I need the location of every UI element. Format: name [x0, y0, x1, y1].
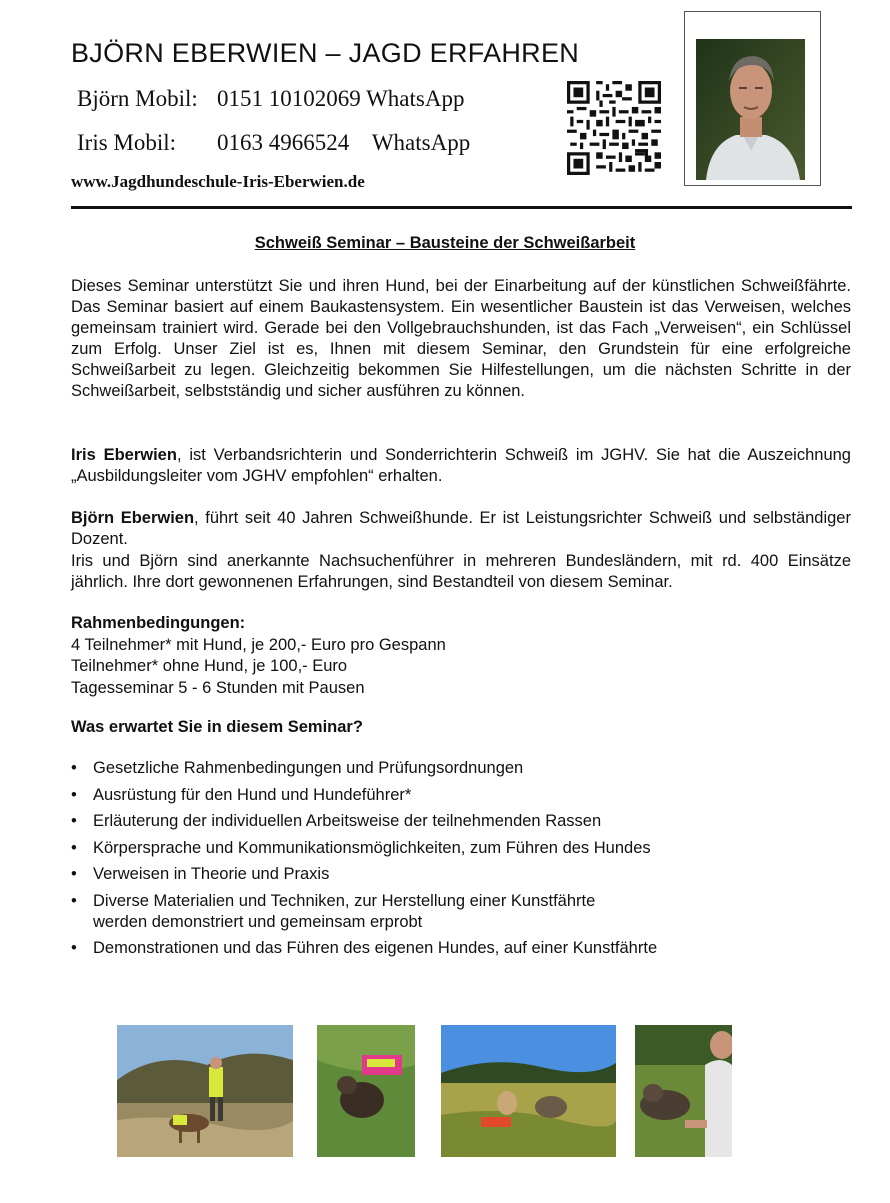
- list-item-text: Erläuterung der individuellen Arbeitsweise der teilnehmenden Rassen: [93, 812, 602, 830]
- list-item-text: Gesetzliche Rahmenbedingungen und Prüfungsordnungen: [93, 759, 524, 777]
- list-item-text: Körpersprache und Kommunikationsmöglichkeiten, zum Führen des Hundes: [93, 838, 651, 857]
- list-item-text: Diverse Materialien und Techniken, zur Herstellung einer Kunstfährte: [93, 891, 596, 910]
- contact-iris: [77, 130, 471, 156]
- bjoern-paragraph: [71, 508, 851, 550]
- list-item: [71, 891, 657, 933]
- qr-code-icon[interactable]: [567, 81, 661, 175]
- bjoern-text: , führt seit 40 Jahren Schweißhunde. Er ist Leistungsrichter Schweiß und selbständiger Dozent.: [71, 509, 851, 548]
- list-item-text: Ausrüstung für den Hund und Hundeführer*: [93, 785, 412, 804]
- condition-line: 4 Teilnehmer* mit Hund, je 200,- Euro pro Gespann: [71, 635, 446, 654]
- intro-paragraph: Dieses Seminar unterstützt Sie und ihren Hund, bei der Einarbeitung auf der künstlichen Schweißfährte. Das Seminar basiert auf einem Baukastensystem. Ein wesentlicher Baustein ist das Verweisen, welches gemeinsam trainiert wird. Gerade bei den Vollgebrauchshunden, ist das Fach „Verweisen“, ein Schlüssel zum Erfolg. Unser Ziel ist es, Ihnen mit diesem Seminar, den Grundstein für eine erfolgreiche Schweißarbeit zu legen. Gleichzeitig bekommen Sie Hilfestellungen, um die nächsten Schritte in der Schweißarbeit, selbstständig und sicher ausführen zu können.: [71, 277, 851, 400]
- condition-line: Tagesseminar 5 - 6 Stunden mit Pausen: [71, 678, 365, 697]
- list-item: [71, 811, 657, 832]
- contact-phone: 0163 4966524 WhatsApp: [217, 130, 471, 155]
- contact-label: Iris Mobil:: [77, 130, 177, 155]
- bullet-icon: •: [71, 785, 77, 804]
- list-item: [71, 864, 657, 885]
- photo-dog-handler-field: [117, 1025, 293, 1157]
- portrait-photo: [696, 39, 805, 180]
- condition-line: Teilnehmer* ohne Hund, je 100,- Euro: [71, 657, 348, 675]
- contact-bjoern: [77, 86, 465, 112]
- iris-paragraph: [71, 445, 851, 487]
- bjoern-name: Björn Eberwien: [71, 509, 195, 527]
- conditions-heading: Rahmenbedingungen:: [71, 614, 246, 632]
- list-item: [71, 938, 657, 959]
- bullet-icon: •: [71, 838, 77, 857]
- bullet-icon: •: [71, 865, 77, 883]
- photo-dogs-meadow: [441, 1025, 616, 1157]
- portrait-frame: [684, 11, 821, 186]
- list-item: [71, 785, 657, 806]
- iris-name: Iris Eberwien: [71, 446, 177, 464]
- photo-handler-dog: [635, 1025, 732, 1157]
- list-item-text: Demonstrationen und das Führen des eigenen Hundes, auf einer Kunstfährte: [93, 939, 658, 957]
- contact-phone: 0151 10102069 WhatsApp: [217, 86, 465, 111]
- bullet-icon: •: [71, 759, 77, 777]
- seminar-title: Schweiß Seminar – Bausteine der Schweißarbeit: [254, 234, 636, 252]
- page-title: BJÖRN EBERWIEN – JAGD ERFAHREN: [71, 38, 580, 68]
- both-paragraph: Iris und Björn sind anerkannte Nachsuchenführer in mehreren Bundesländern, mit rd. 400 Einsätze jährlich. Ihre dort gewonnenen Erfahrungen, sind Bestandteil von diesem Seminar.: [71, 552, 851, 591]
- list-item-text: Verweisen in Theorie und Praxis: [93, 865, 330, 883]
- expectations-heading: Was erwartet Sie in diesem Seminar?: [71, 718, 363, 736]
- expectations-list: [71, 758, 657, 965]
- list-item: [71, 838, 657, 859]
- header-divider: [71, 206, 852, 209]
- iris-text: , ist Verbandsrichterin und Sonderrichterin Schweiß im JGHV. Sie hat die Auszeichnung „Ausbildungsleiter vom JGHV empfohlen“ erhalten.: [71, 446, 851, 485]
- contact-label: Björn Mobil:: [77, 86, 198, 111]
- bullet-icon: •: [71, 939, 77, 957]
- list-item-text-continued: werden demonstriert und gemeinsam erprobt: [93, 912, 423, 931]
- bullet-icon: •: [71, 812, 77, 830]
- list-item: [71, 758, 657, 779]
- website-link[interactable]: www.Jagdhundeschule-Iris-Eberwien.de: [71, 172, 365, 191]
- photo-dog-vest-grass: [317, 1025, 415, 1157]
- bullet-icon: •: [71, 891, 77, 910]
- conditions-block: [71, 613, 446, 699]
